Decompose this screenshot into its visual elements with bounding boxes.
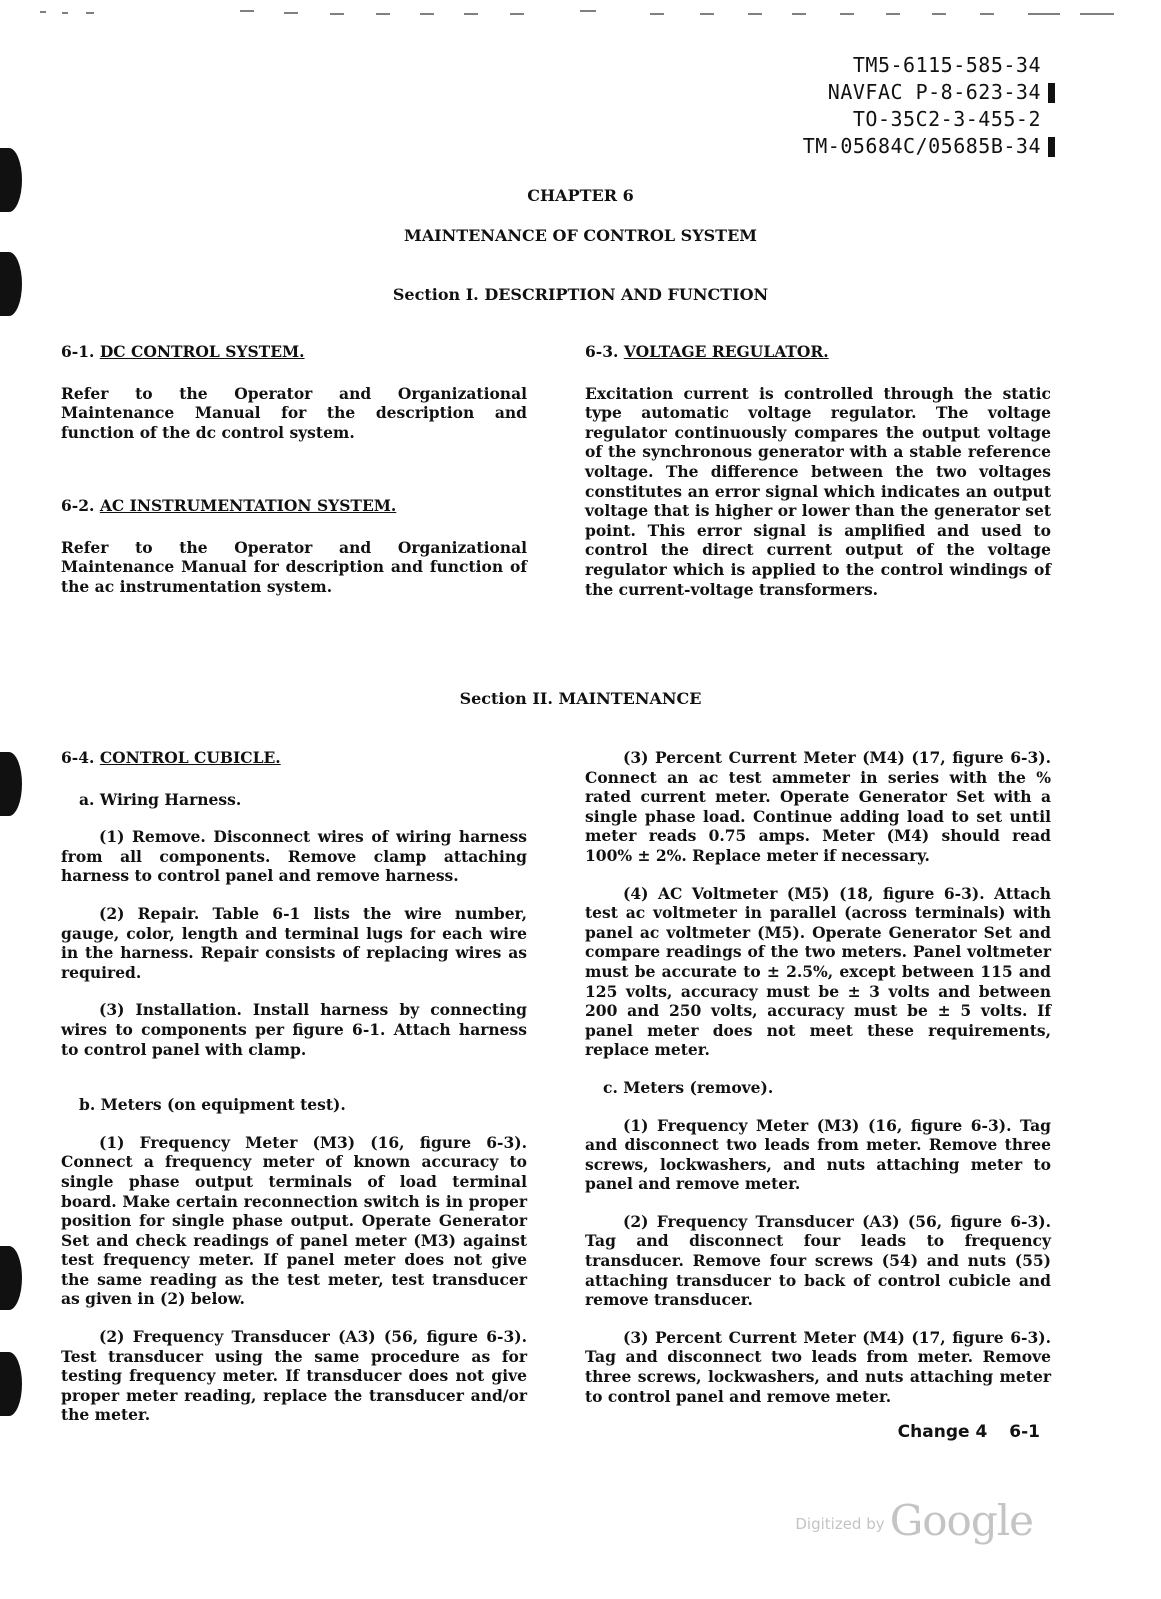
page-footer	[898, 1422, 1040, 1442]
heading-6-4: 6-4. CONTROL CUBICLE.	[61, 748, 281, 767]
paragraph-6-1: Refer to the Operator and Organizational Maintenance Manual for the description and function of the dc control system.	[61, 383, 527, 442]
binder-hole-mark	[0, 752, 22, 816]
section-1-title: Section I. DESCRIPTION AND FUNCTION	[392, 285, 769, 304]
section-6-4-continued	[585, 748, 1051, 1424]
section-6-4	[61, 748, 527, 1443]
scan-dash-artifact	[40, 8, 1120, 18]
paragraph-a3-installation: (3) Installation. Install harness by connecting wires to components per figure 6-1. Attach harness to control panel with clamp.	[61, 1000, 527, 1059]
chapter-title: MAINTENANCE OF CONTROL SYSTEM	[404, 226, 757, 245]
paragraph-b1-frequency-meter: (1) Frequency Meter (M3) (16, figure 6-3). Connect a frequency meter of known accuracy to single phase output terminals of load terminal board. Make certain reconnection switch is in proper position for single phase output. Operate Generator Set and check readings of panel meter (M3) against test frequency meter. If panel meter does not give the same reading as the test meter, test transducer as given in (2) below.	[61, 1132, 527, 1309]
paragraph-a2-repair: (2) Repair. Table 6-1 lists the wire number, gauge, color, length and terminal lugs for each wire in the harness. Repair consists of replacing wires as required.	[61, 903, 527, 982]
change-bar	[1048, 83, 1055, 103]
binder-hole-mark	[0, 1352, 22, 1416]
watermark-google-logo: Google	[889, 1496, 1033, 1545]
paragraph-c3-percent-current-meter: (3) Percent Current Meter (M4) (17, figure 6-3). Tag and disconnect two leads from meter. Remove three screws, lockwashers, and nuts attaching meter to control panel and remove meter.	[585, 1327, 1051, 1406]
subheading-meters-remove: c. Meters (remove).	[603, 1077, 774, 1097]
subheading-wiring-harness: a. Wiring Harness.	[79, 789, 242, 809]
change-number: Change 4	[897, 1422, 988, 1442]
change-bar	[1048, 137, 1055, 157]
watermark-digitized-text: Digitized by	[795, 1515, 885, 1533]
paragraph-b4-ac-voltmeter: (4) AC Voltmeter (M5) (18, figure 6-3). Attach test ac voltmeter in parallel (across terminals) with panel ac voltmeter (M5). Operate Generator Set and compare readings of the two meters. Panel voltmeter must be accurate to ± 2.5%, except between 115 and 125 volts, accuracy must be ± 3 volts and between 200 and 250 volts, accuracy must be ± 5 volts. If panel meter does not meet these requirements, replace meter.	[585, 883, 1051, 1060]
section-6-1	[61, 342, 527, 460]
paragraph-6-3: Excitation current is controlled through the static type automatic voltage regulator. The voltage regulator continuously compares the output voltage of the synchronous generator with a stable reference voltage. The difference between the two voltages constitutes an error signal which indicates an output voltage that is higher or lower than the generator set point. This error signal is amplified and used to control the direct current output of the voltage regulator which is applied to the control windings of the current-voltage transformers.	[585, 383, 1051, 599]
subheading-meters-test: b. Meters (on equipment test).	[79, 1095, 346, 1115]
paragraph-a1-remove: (1) Remove. Disconnect wires of wiring harness from all components. Remove clamp attaching harness to control panel and remove harness.	[61, 827, 527, 886]
document-number-navfac: NAVFAC P-8-623-34	[803, 79, 1041, 106]
document-number-tm-05684: TM-05684C/05685B-34	[803, 133, 1041, 160]
section-6-3	[585, 342, 1051, 617]
page-number: 6-1	[1009, 1422, 1040, 1442]
heading-6-3: 6-3. VOLTAGE REGULATOR.	[585, 342, 829, 361]
document-number-block	[803, 52, 1041, 160]
document-number-tm: TM5-6115-585-34	[852, 53, 1041, 77]
paragraph-6-2: Refer to the Operator and Organizational Maintenance Manual for description and function of the ac instrumentation system.	[61, 537, 527, 596]
heading-6-2: 6-2. AC INSTRUMENTATION SYSTEM.	[61, 496, 397, 515]
section-2-title: Section II. MAINTENANCE	[459, 689, 702, 708]
paragraph-b2-frequency-transducer: (2) Frequency Transducer (A3) (56, figure 6-3). Test transducer using the same procedure as for testing frequency meter. If transducer does not give proper meter reading, replace the transducer and/or the meter.	[61, 1327, 527, 1425]
google-watermark	[795, 1496, 1033, 1545]
paragraph-c1-frequency-meter: (1) Frequency Meter (M3) (16, figure 6-3). Tag and disconnect two leads from meter. Remove three screws, lockwashers, and nuts attaching meter to panel and remove meter.	[585, 1115, 1051, 1194]
paragraph-b3-percent-current-meter: (3) Percent Current Meter (M4) (17, figure 6-3). Connect an ac test ammeter in series with the % rated current meter. Operate Generator Set with a single phase load. Continue adding load to set until meter reads 0.75 amps. Meter (M4) should read 100% ± 2%. Replace meter if necessary.	[585, 748, 1051, 865]
document-number-to: TO-35C2-3-455-2	[852, 107, 1041, 131]
binder-hole-mark	[0, 252, 22, 316]
heading-6-1: 6-1. DC CONTROL SYSTEM.	[61, 342, 305, 361]
section-6-2	[61, 496, 527, 614]
paragraph-c2-frequency-transducer: (2) Frequency Transducer (A3) (56, figure 6-3). Tag and disconnect four leads to frequency transducer. Remove four screws (54) and nuts (55) attaching transducer to back of control cubicle and remove transducer.	[585, 1211, 1051, 1310]
chapter-label: CHAPTER 6	[527, 186, 634, 205]
binder-hole-mark	[0, 1246, 22, 1310]
